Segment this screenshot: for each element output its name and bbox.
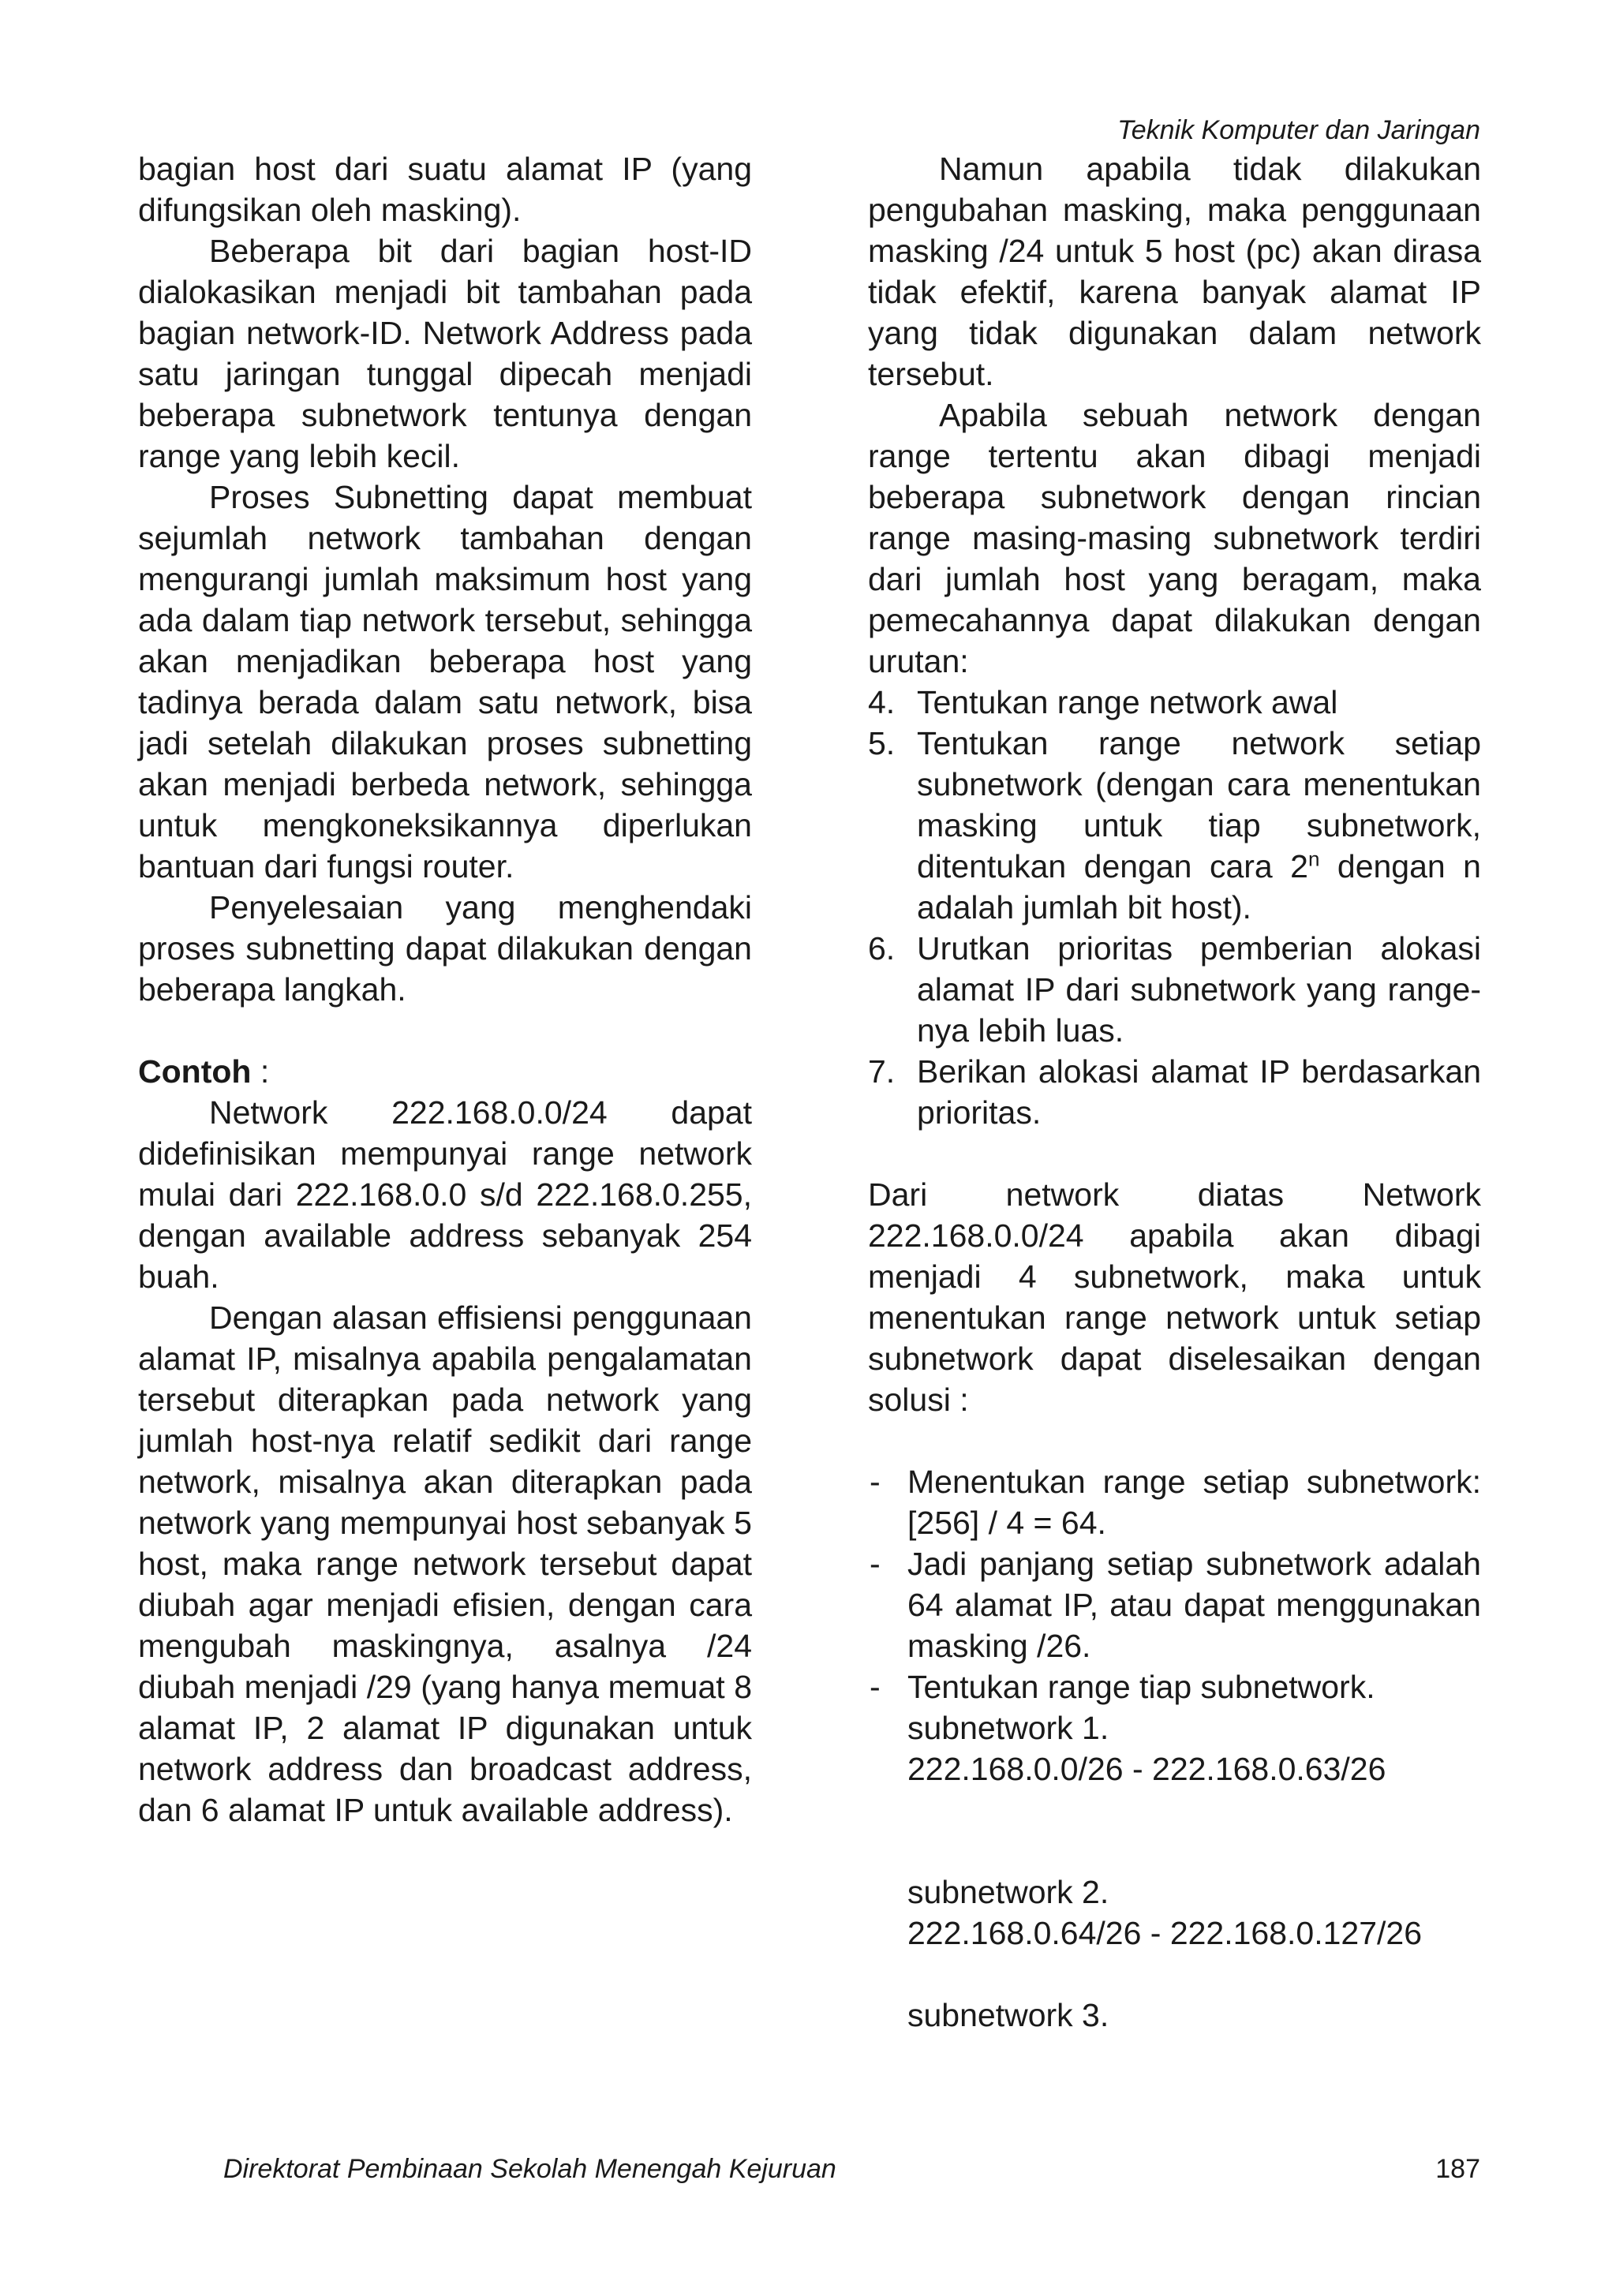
paragraph: Proses Subnetting dapat membuat sejumlah network tambahan dengan mengurangi jumlah maksimum host yang ada dalam tiap network tersebut, sehingga akan menjadikan beberapa host yang tadinya berada dalam satu network, bisa jadi setelah dilakukan proses subnetting akan menjadi berbeda network, sehingga untuk mengkoneksikannya diperlukan bantuan dari fungsi router. [138, 479, 752, 884]
paragraph: Apabila sebuah network dengan range tertentu akan dibagi menjadi beberapa subnetwork dengan rincian range masing-masing subnetwork terdiri dari jumlah host yang beragam, maka pemecahannya dapat dilakukan dengan urutan: [868, 397, 1481, 679]
subnet-2-range: 222.168.0.64/26 - 222.168.0.127/26 [907, 1915, 1423, 1951]
list-item [868, 1666, 1481, 2036]
list-number: 4. [868, 684, 896, 720]
list-item [868, 682, 1481, 723]
list-text: Urutkan prioritas pemberian alokasi alamat IP dari subnetwork yang range-nya lebih luas. [917, 930, 1481, 1049]
example-label: Contoh [138, 1053, 252, 1090]
paragraph: Penyelesaian yang menghendaki proses subnetting dapat dilakukan dengan beberapa langkah. [138, 889, 752, 1008]
footer-publisher: Direktorat Pembinaan Sekolah Menengah Kejuruan [223, 2154, 836, 2184]
dash-marker: - [870, 1669, 881, 1705]
list-text: Tentukan range network setiap subnetwork (dengan cara menentukan masking untuk tiap subnetwork, ditentukan dengan cara 2 [917, 725, 1481, 884]
dash-marker: - [870, 1546, 881, 1582]
right-column [868, 148, 1481, 2036]
list-text: dengan n adalah jumlah bit host). [917, 848, 1481, 926]
paragraph: Dari network diatas Network 222.168.0.0/24 apabila akan dibagi menjadi 4 subnetwork, maka untuk menentukan range network untuk setiap subnetwork dapat diselesaikan dengan solusi : [868, 1176, 1481, 1418]
example-colon: : [251, 1053, 270, 1090]
list-text: Tentukan range network awal [917, 684, 1338, 720]
list-item [868, 1051, 1481, 1133]
running-header: Teknik Komputer dan Jaringan [1117, 115, 1480, 145]
list-text: Menentukan range setiap subnetwork: [256] / 4 = 64. [907, 1464, 1481, 1541]
paragraph: Beberapa bit dari bagian host-ID dialokasikan menjadi bit tambahan pada bagian network-ID. Network Address pada satu jaringan tunggal dipecah menjadi beberapa subnetwork tentunya dengan range yang lebih kecil. [138, 233, 752, 474]
paragraph: Dengan alasan effisiensi penggunaan alamat IP, misalnya apabila pengalamatan tersebut diterapkan pada network yang jumlah host-nya relatif sedikit dari range network, misalnya akan diterapkan pada network yang mempunyai host sebanyak 5 host, maka range network tersebut dapat diubah agar menjadi efisien, dengan cara mengubah maskingnya, asalnya /24 diubah menjadi /29 (yang hanya memuat 8 alamat IP, 2 alamat IP digunakan untuk network address dan broadcast address, dan 6 alamat IP untuk available address). [138, 1299, 752, 1828]
list-number: 7. [868, 1053, 896, 1090]
paragraph: Network 222.168.0.0/24 dapat didefinisikan mempunyai range network mulai dari 222.168.0.0 s/d 222.168.0.255, dengan available address sebanyak 254 buah. [138, 1094, 752, 1295]
page-number: 187 [1435, 2154, 1480, 2184]
list-item [868, 723, 1481, 928]
paragraph: bagian host dari suatu alamat IP (yang difungsikan oleh masking). [138, 151, 752, 228]
subnet-3-label: subnetwork 3. [907, 1997, 1109, 2033]
dash-marker: - [870, 1464, 881, 1500]
list-text: Tentukan range tiap subnetwork. [907, 1669, 1375, 1705]
subnet-1-range: 222.168.0.0/26 - 222.168.0.63/26 [907, 1751, 1386, 1787]
superscript: n [1307, 847, 1320, 871]
example-heading [138, 1051, 752, 1092]
list-item [868, 928, 1481, 1051]
list-item [868, 1461, 1481, 1543]
solution-list [868, 1461, 1481, 2036]
list-number: 6. [868, 930, 896, 967]
left-column [138, 148, 752, 1830]
paragraph: Namun apabila tidak dilakukan pengubahan masking, maka penggunaan masking /24 untuk 5 host (pc) akan dirasa tidak efektif, karena banyak alamat IP yang tidak digunakan dalam network tersebut. [868, 151, 1481, 392]
subnet-2-label: subnetwork 2. [907, 1874, 1109, 1910]
list-number: 5. [868, 725, 896, 761]
list-text: Jadi panjang setiap subnetwork adalah 64 alamat IP, atau dapat menggunakan masking /26. [907, 1546, 1481, 1664]
subnet-1-label: subnetwork 1. [907, 1710, 1109, 1746]
steps-list [868, 682, 1481, 1133]
list-item [868, 1543, 1481, 1666]
list-text: Berikan alokasi alamat IP berdasarkan prioritas. [917, 1053, 1481, 1131]
